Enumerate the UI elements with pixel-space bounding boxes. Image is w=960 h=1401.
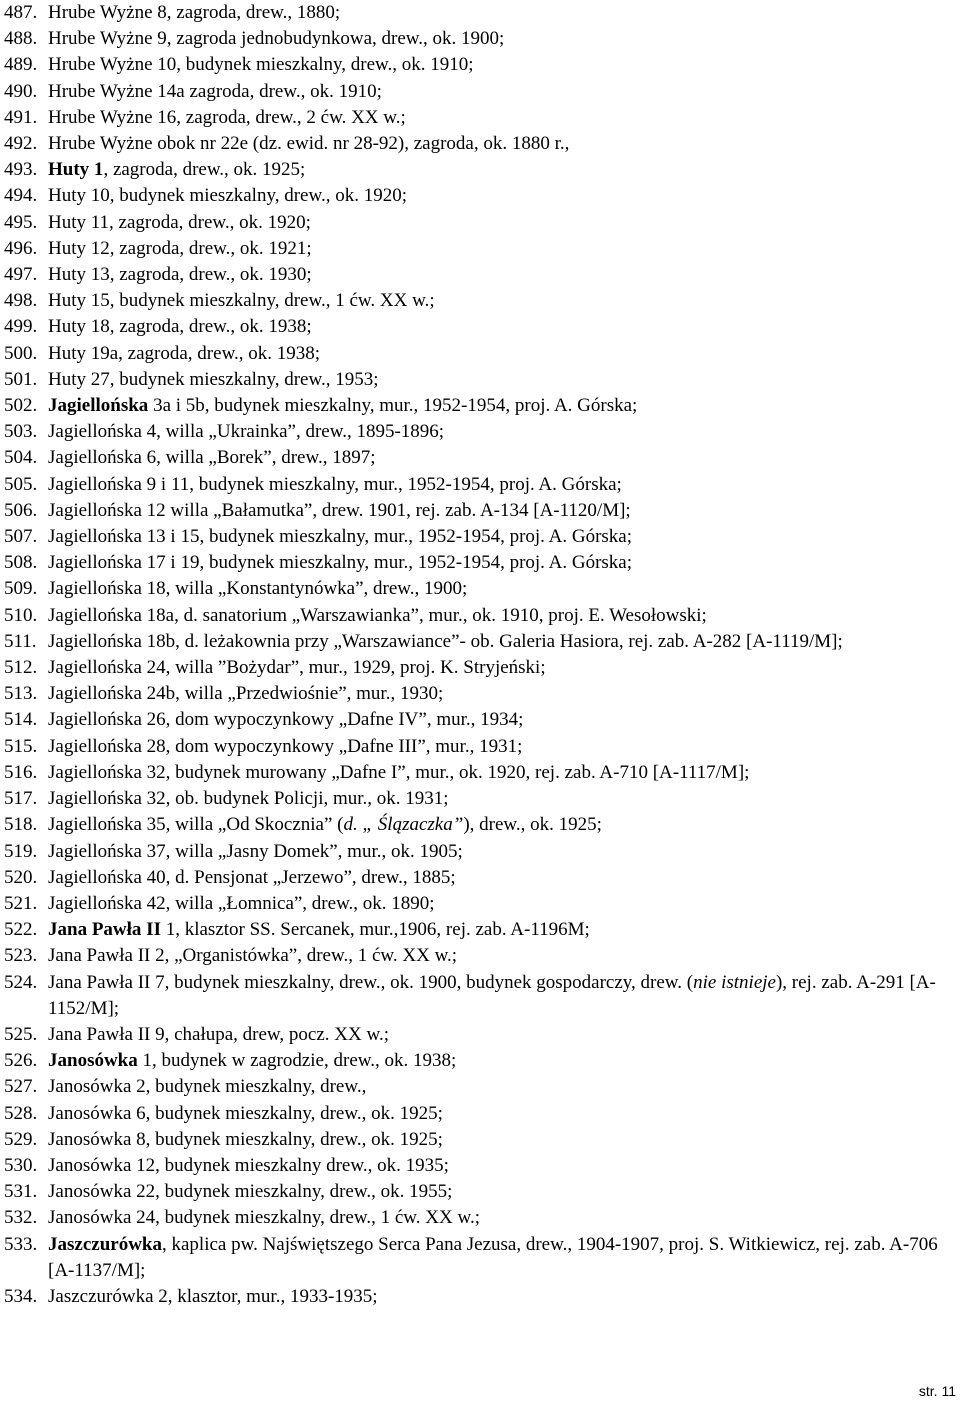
list-item bbox=[4, 1205, 956, 1231]
item-text bbox=[48, 185, 407, 206]
item-text-segment: Jagiellońska 28, dom wypoczynkowy „Dafne III”, mur., 1931; bbox=[48, 735, 523, 757]
item-number: 521. bbox=[4, 892, 38, 914]
item-text-segment: Janosówka 6, budynek mieszkalny, drew., ok. 1925; bbox=[48, 1102, 443, 1124]
item-text bbox=[48, 238, 312, 259]
item-number: 512. bbox=[4, 657, 38, 679]
list-item bbox=[4, 629, 956, 655]
item-text bbox=[48, 1181, 452, 1202]
item-street-name: Jaszczurówka bbox=[48, 1233, 162, 1255]
item-text-segment: Huty 11, zagroda, drew., ok. 1920; bbox=[48, 211, 311, 233]
item-text bbox=[48, 1050, 456, 1071]
list-item bbox=[4, 1048, 956, 1074]
item-text-segment: Jagiellońska 4, willa „Ukrainka”, drew., 1895-1896; bbox=[48, 421, 445, 443]
item-text bbox=[48, 867, 456, 888]
item-text-segment: Jagiellońska 42, willa „Łomnica”, drew., ok. 1890; bbox=[48, 892, 435, 914]
item-number: 501. bbox=[4, 368, 38, 390]
item-number: 499. bbox=[4, 316, 38, 338]
item-number: 487. bbox=[4, 2, 38, 23]
list-item bbox=[4, 891, 956, 917]
item-number: 533. bbox=[4, 1233, 38, 1255]
item-number: 495. bbox=[4, 211, 38, 233]
item-text-segment: Huty 18, zagroda, drew., ok. 1938; bbox=[48, 316, 312, 338]
item-text-segment: Huty 13, zagroda, drew., ok. 1930; bbox=[48, 264, 312, 286]
item-text-segment: Jagiellońska 24, willa ”Bożydar”, mur., 1929, proj. K. Stryjeński; bbox=[48, 657, 546, 679]
item-text bbox=[48, 421, 444, 442]
list-item bbox=[4, 1022, 956, 1048]
item-text bbox=[48, 1286, 378, 1307]
item-number: 530. bbox=[4, 1154, 38, 1176]
item-text bbox=[48, 447, 376, 468]
list-item bbox=[4, 1284, 956, 1310]
list-item bbox=[4, 786, 956, 812]
item-text bbox=[48, 762, 749, 783]
item-text-segment: Jagiellońska 35, willa „Od Skocznia” ( bbox=[48, 814, 344, 836]
item-number: 522. bbox=[4, 919, 38, 941]
item-text-segment: , zagroda, drew., ok. 1925; bbox=[103, 159, 306, 181]
item-text-segment: Jagiellońska 9 i 11, budynek mieszkalny, mur., 1952-1954, proj. A. Górska; bbox=[48, 473, 622, 495]
item-number: 527. bbox=[4, 1076, 38, 1098]
item-text bbox=[48, 657, 546, 678]
item-number: 520. bbox=[4, 866, 38, 888]
item-text bbox=[48, 631, 843, 652]
item-text-segment: Jaszczurówka 2, klasztor, mur., 1933-1935; bbox=[48, 1285, 378, 1307]
item-text bbox=[48, 264, 312, 285]
item-number: 489. bbox=[4, 54, 38, 76]
list-item bbox=[4, 524, 956, 550]
item-text-segment: Jana Pawła II 2, „Organistówka”, drew., 1 ćw. XX w.; bbox=[48, 945, 458, 967]
item-text-segment: Huty 15, budynek mieszkalny, drew., 1 ćw. XX w.; bbox=[48, 290, 435, 312]
item-number: 508. bbox=[4, 552, 38, 574]
item-number: 519. bbox=[4, 840, 38, 862]
list-item bbox=[4, 105, 956, 131]
item-text bbox=[48, 788, 449, 809]
item-text bbox=[48, 945, 457, 966]
item-text-segment: Jagiellońska 32, budynek murowany „Dafne I”, mur., ok. 1920, rej. zab. A-710 [A-1117/M]; bbox=[48, 761, 750, 783]
item-text bbox=[48, 28, 504, 49]
list-item bbox=[4, 131, 956, 157]
list-item bbox=[4, 498, 956, 524]
item-text-segment: Jagiellońska 12 willa „Bałamutka”, drew. 1901, rej. zab. A-134 [A-1120/M]; bbox=[48, 499, 631, 521]
item-text bbox=[48, 1234, 938, 1281]
list-item bbox=[4, 262, 956, 288]
item-text-segment: Huty 27, budynek mieszkalny, drew., 1953; bbox=[48, 368, 379, 390]
list-item bbox=[4, 576, 956, 602]
item-number: 492. bbox=[4, 133, 38, 155]
list-item bbox=[4, 943, 956, 969]
item-street-name: Jana Pawła II bbox=[48, 919, 161, 941]
item-number: 488. bbox=[4, 28, 38, 50]
item-text-segment: ), rej. zab. A-291 [A-1152/M]; bbox=[48, 971, 936, 1019]
item-text bbox=[48, 1129, 443, 1150]
item-text bbox=[48, 1103, 443, 1124]
item-number: 531. bbox=[4, 1181, 38, 1203]
item-text bbox=[48, 552, 632, 573]
item-number: 513. bbox=[4, 683, 38, 705]
list-item bbox=[4, 603, 956, 629]
item-text-segment: Janosówka 2, budynek mieszkalny, drew., bbox=[48, 1076, 367, 1098]
item-text bbox=[48, 159, 305, 180]
list-item bbox=[4, 445, 956, 471]
item-text-segment: 1, budynek w zagrodzie, drew., ok. 1938; bbox=[137, 1050, 457, 1072]
item-text-segment: Jagiellońska 18b, d. leżakownia przy „Warszawiance”- ob. Galeria Hasiora, rej. zab. A-282 [A-1119/M]; bbox=[48, 630, 843, 652]
list-item bbox=[4, 550, 956, 576]
item-number: 502. bbox=[4, 395, 38, 417]
item-number: 534. bbox=[4, 1285, 38, 1307]
item-text-segment: Jagiellońska 18a, d. sanatorium „Warszawianka”, mur., ok. 1910, proj. E. Wesołowski; bbox=[48, 604, 707, 626]
item-text-segment: Jagiellońska 37, willa „Jasny Domek”, mur., ok. 1905; bbox=[48, 840, 463, 862]
item-number: 494. bbox=[4, 185, 38, 207]
item-text-segment: Jagiellońska 17 i 19, budynek mieszkalny, mur., 1952-1954, proj. A. Górska; bbox=[48, 552, 632, 574]
item-text-segment: Huty 10, budynek mieszkalny, drew., ok. 1920; bbox=[48, 185, 408, 207]
list-item bbox=[4, 760, 956, 786]
item-text-segment: Hrube Wyżne 10, budynek mieszkalny, drew., ok. 1910; bbox=[48, 54, 474, 76]
item-number: 514. bbox=[4, 709, 38, 731]
item-text-segment: Jagiellońska 40, d. Pensjonat „Jerzewo”, drew., 1885; bbox=[48, 866, 456, 888]
list-item bbox=[4, 917, 956, 943]
item-text bbox=[48, 893, 435, 914]
item-number: 511. bbox=[4, 630, 37, 652]
item-text bbox=[48, 290, 435, 311]
item-number: 517. bbox=[4, 788, 38, 810]
item-text-segment: Jagiellońska 6, willa „Borek”, drew., 1897; bbox=[48, 447, 376, 469]
item-text-segment: Hrube Wyżne 9, zagroda jednobudynkowa, drew., ok. 1900; bbox=[48, 28, 505, 50]
item-text bbox=[48, 500, 631, 521]
page-number: str. 11 bbox=[918, 1383, 956, 1399]
list-item bbox=[4, 865, 956, 891]
item-street-name: Huty 1 bbox=[48, 159, 104, 181]
item-text bbox=[48, 526, 632, 547]
list-item bbox=[4, 681, 956, 707]
list-item bbox=[4, 52, 956, 78]
item-number: 529. bbox=[4, 1128, 38, 1150]
list-item bbox=[4, 472, 956, 498]
item-text-segment: Hrube Wyżne 8, zagroda, drew., 1880; bbox=[48, 2, 341, 23]
list-item bbox=[4, 0, 956, 26]
item-text bbox=[48, 578, 467, 599]
item-number: 509. bbox=[4, 578, 38, 600]
item-number: 507. bbox=[4, 526, 38, 548]
item-text-segment: Huty 12, zagroda, drew., ok. 1921; bbox=[48, 237, 312, 259]
item-street-name: Jagiellońska bbox=[48, 395, 149, 417]
item-number: 497. bbox=[4, 264, 38, 286]
item-text bbox=[48, 1155, 449, 1176]
item-text-segment: Jana Pawła II 7, budynek mieszkalny, drew., ok. 1900, budynek gospodarczy, drew. ( bbox=[48, 971, 694, 993]
list-item bbox=[4, 1074, 956, 1100]
list-item bbox=[4, 26, 956, 52]
item-text-segment: Jagiellońska 32, ob. budynek Policji, mur., ok. 1931; bbox=[48, 788, 449, 810]
item-number: 510. bbox=[4, 604, 38, 626]
item-text-segment: Jagiellońska 26, dom wypoczynkowy „Dafne IV”, mur., 1934; bbox=[48, 709, 524, 731]
item-text bbox=[48, 2, 340, 23]
item-number: 493. bbox=[4, 159, 38, 181]
item-text-segment: Jana Pawła II 9, chałupa, drew, pocz. XX w.; bbox=[48, 1023, 389, 1045]
item-text-segment: Janosówka 12, budynek mieszkalny drew., ok. 1935; bbox=[48, 1154, 449, 1176]
list-item bbox=[4, 655, 956, 681]
item-text bbox=[48, 369, 379, 390]
list-item bbox=[4, 157, 956, 183]
item-number: 491. bbox=[4, 106, 38, 128]
item-text-segment: Hrube Wyżne obok nr 22e (dz. ewid. nr 28-92), zagroda, ok. 1880 r., bbox=[48, 133, 570, 155]
list-item bbox=[4, 288, 956, 314]
item-italic-note: nie istnieje bbox=[693, 971, 776, 993]
item-text bbox=[48, 683, 443, 704]
item-text bbox=[48, 343, 320, 364]
item-text-segment: Hrube Wyżne 14a zagroda, drew., ok. 1910; bbox=[48, 80, 382, 102]
item-text bbox=[48, 841, 463, 862]
item-text bbox=[48, 316, 312, 337]
list-item bbox=[4, 812, 956, 838]
item-number: 500. bbox=[4, 342, 38, 364]
list-item bbox=[4, 341, 956, 367]
item-text bbox=[48, 919, 590, 940]
item-text bbox=[48, 107, 406, 128]
list-item bbox=[4, 1101, 956, 1127]
list-item bbox=[4, 839, 956, 865]
item-text bbox=[48, 395, 637, 416]
item-text-segment: Janosówka 22, budynek mieszkalny, drew., ok. 1955; bbox=[48, 1181, 453, 1203]
item-text-segment: Jagiellońska 13 i 15, budynek mieszkalny, mur., 1952-1954, proj. A. Górska; bbox=[48, 526, 632, 548]
item-text bbox=[48, 814, 602, 835]
list-item bbox=[4, 79, 956, 105]
item-text bbox=[48, 1076, 366, 1097]
item-number: 516. bbox=[4, 761, 38, 783]
item-text-segment: Janosówka 24, budynek mieszkalny, drew., 1 ćw. XX w.; bbox=[48, 1207, 480, 1229]
item-number: 525. bbox=[4, 1023, 38, 1045]
item-text-segment: Jagiellońska 24b, willa „Przedwiośnie”, mur., 1930; bbox=[48, 683, 444, 705]
item-text bbox=[48, 474, 622, 495]
item-text-segment: Jagiellońska 18, willa „Konstantynówka”, drew., 1900; bbox=[48, 578, 468, 600]
list-item bbox=[4, 393, 956, 419]
item-italic-note: d. „ Ślązaczka” bbox=[343, 814, 464, 836]
item-number: 490. bbox=[4, 80, 38, 102]
item-text bbox=[48, 736, 522, 757]
list-item bbox=[4, 1179, 956, 1205]
item-text bbox=[48, 709, 523, 730]
item-text bbox=[48, 605, 707, 626]
list-item bbox=[4, 419, 956, 445]
item-number: 506. bbox=[4, 499, 38, 521]
item-text-segment: Huty 19a, zagroda, drew., ok. 1938; bbox=[48, 342, 321, 364]
item-number: 496. bbox=[4, 237, 38, 259]
item-street-name: Janosówka bbox=[48, 1050, 138, 1072]
item-text bbox=[48, 81, 382, 102]
item-text bbox=[48, 133, 569, 154]
list-item bbox=[4, 183, 956, 209]
list-item bbox=[4, 1153, 956, 1179]
monument-list bbox=[4, 0, 956, 1310]
item-number: 523. bbox=[4, 945, 38, 967]
item-text-segment: , kaplica pw. Najświętszego Serca Pana Jezusa, drew., 1904-1907, proj. S. Witkiewicz, rej. zab. A-706 [A-1137/M]; bbox=[48, 1233, 938, 1281]
item-number: 498. bbox=[4, 290, 38, 312]
item-number: 505. bbox=[4, 473, 38, 495]
item-text bbox=[48, 1024, 389, 1045]
list-item bbox=[4, 734, 956, 760]
item-text bbox=[48, 54, 474, 75]
list-item bbox=[4, 970, 956, 1022]
list-item bbox=[4, 707, 956, 733]
item-text-segment: ), drew., ok. 1925; bbox=[463, 814, 602, 836]
item-number: 526. bbox=[4, 1050, 38, 1072]
item-number: 515. bbox=[4, 735, 38, 757]
item-text bbox=[48, 212, 311, 233]
item-number: 528. bbox=[4, 1102, 38, 1124]
item-number: 518. bbox=[4, 814, 38, 836]
item-text-segment: Janosówka 8, budynek mieszkalny, drew., ok. 1925; bbox=[48, 1128, 443, 1150]
item-number: 524. bbox=[4, 971, 38, 993]
list-item bbox=[4, 367, 956, 393]
item-number: 504. bbox=[4, 447, 38, 469]
item-text bbox=[48, 1207, 480, 1228]
list-item bbox=[4, 236, 956, 262]
list-item bbox=[4, 314, 956, 340]
list-item bbox=[4, 1232, 956, 1284]
item-number: 503. bbox=[4, 421, 38, 443]
item-number: 532. bbox=[4, 1207, 38, 1229]
item-text-segment: 1, klasztor SS. Sercanek, mur.,1906, rej. zab. A-1196M; bbox=[160, 919, 590, 941]
item-text-segment: 3a i 5b, budynek mieszkalny, mur., 1952-1954, proj. A. Górska; bbox=[148, 395, 638, 417]
list-item bbox=[4, 1127, 956, 1153]
item-text-segment: Hrube Wyżne 16, zagroda, drew., 2 ćw. XX w.; bbox=[48, 106, 406, 128]
list-item bbox=[4, 210, 956, 236]
item-text bbox=[48, 972, 936, 1019]
